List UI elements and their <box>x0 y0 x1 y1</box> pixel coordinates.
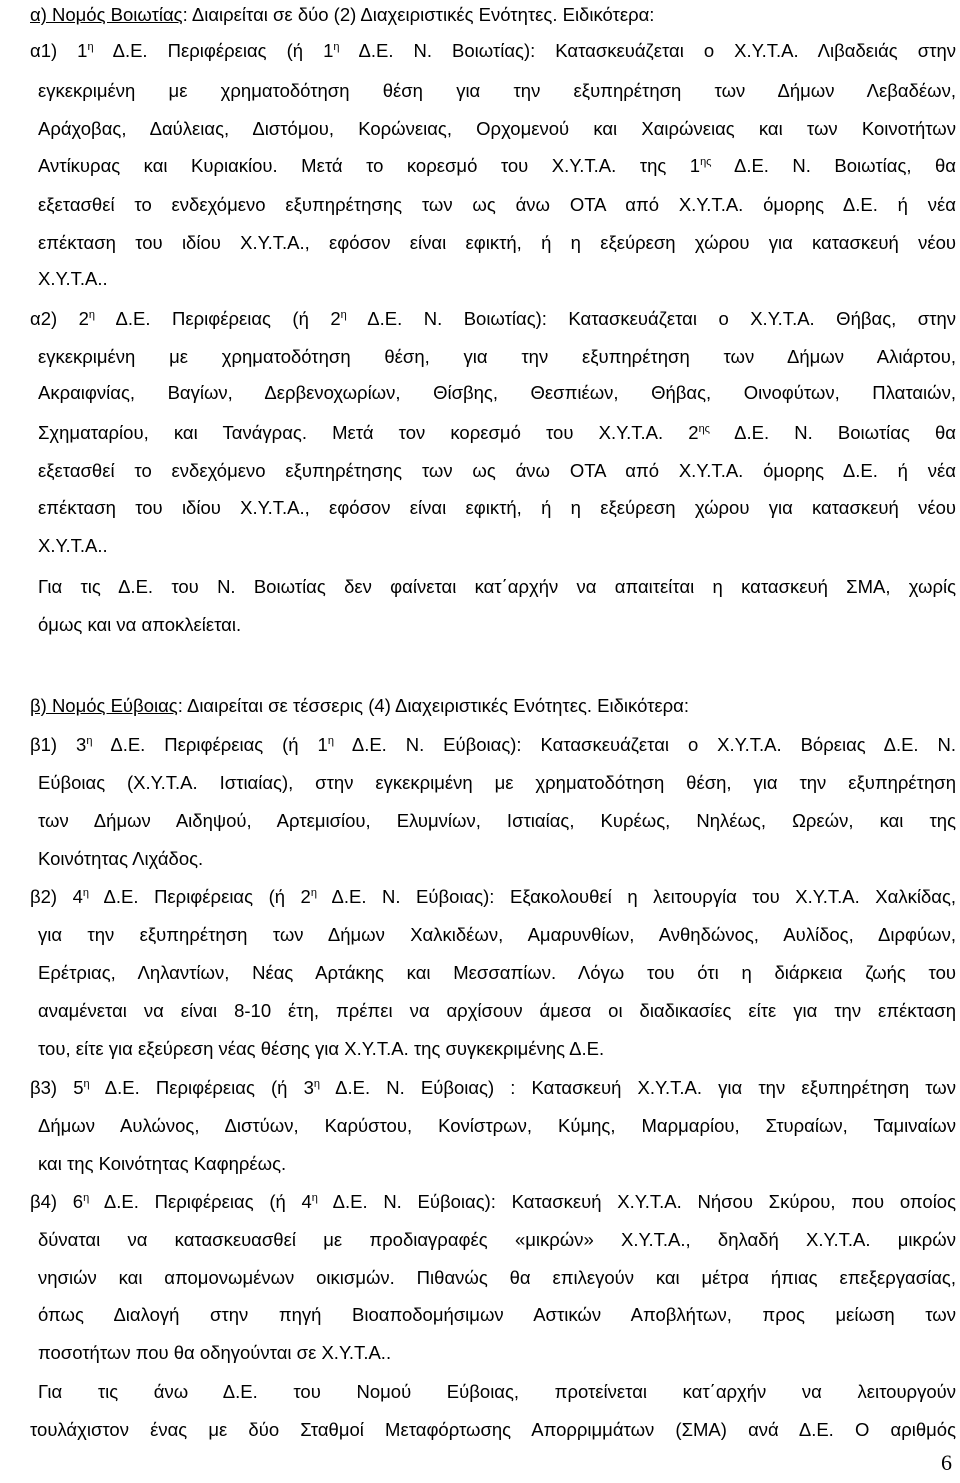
paragraph-b1-line-3 <box>38 848 203 870</box>
text-run: δύναται να κατασκευασθεί με προδιαγραφές «μικρών» Χ.Υ.Τ.Α., δηλαδή Χ.Υ.Τ.Α. μικρών <box>38 1229 956 1250</box>
paragraph-b1-line-0 <box>30 734 956 756</box>
section-b-title: β) Νομός Εύβοιας <box>30 695 178 716</box>
paragraph-a2-line-4 <box>38 460 956 482</box>
section-a-title: α) Νομός Βοιωτίας <box>30 4 183 25</box>
text-run: Δ.Ε. Ν. Εύβοιας) : Κατασκευή Χ.Υ.Τ.Α. για την εξυπηρέτηση των <box>320 1077 956 1098</box>
paragraph-b2-line-2 <box>38 962 956 984</box>
text-run: Δ.Ε. Ν. Βοιωτίας): Κατασκευάζεται ο Χ.Υ.Τ.Α. Λιβαδειάς στην <box>339 40 956 61</box>
text-run: α1) 1 <box>30 40 88 61</box>
ordinal-superscript: η <box>333 41 340 53</box>
paragraph-a2-line-6 <box>38 535 108 557</box>
text-run: όπως Διαλογή στην πηγή Βιοαποδομήσιμων Αστικών Αποβλήτων, προς μείωση των <box>38 1304 956 1325</box>
text-run: και της Κοινότητας Καφηρέως. <box>38 1153 287 1174</box>
paragraph-a2-line-2 <box>38 382 956 404</box>
note-a-line-1: όμως και να αποκλείεται. <box>38 614 242 635</box>
text-run: Εύβοιας (Χ.Υ.Τ.Α. Ιστιαίας), στην εγκεκριμένη με χρηματοδότηση θέση, για την εξυπηρέτηση <box>38 772 956 793</box>
text-run: Δ.Ε. Ν. Εύβοιας): Κατασκευάζεται ο Χ.Υ.Τ.Α. Βόρειας Δ.Ε. Ν. <box>333 734 956 755</box>
paragraph-a2-line-5 <box>38 497 956 519</box>
text-run: του, είτε για εξεύρεση νέας θέσης για Χ.Υ.Τ.Α. της συγκεκριμένης Δ.Ε. <box>38 1038 605 1059</box>
paragraph-b3-line-2 <box>38 1153 286 1175</box>
paragraph-a1-line-6 <box>38 268 108 290</box>
text-run: Ερέτριας, Ληλαντίων, Νέας Αρτάκης και Μεσσαπίων. Λόγω του ότι η διάρκεια ζωής του <box>38 962 956 983</box>
paragraph-b2-line-3 <box>38 1000 956 1022</box>
text-run: εξετασθεί το ενδεχόμενο εξυπηρέτησης των ως άνω ΟΤΑ από Χ.Υ.Τ.Α. όμορης Δ.Ε. ή νέα <box>38 194 956 215</box>
paragraph-a1-line-5 <box>38 232 956 254</box>
text-run: Ακραιφνίας, Βαγίων, Δερβενοχωρίων, Θίσβης, Θεσπιέων, Θήβας, Οινοφύτων, Πλαταιών, <box>38 382 956 403</box>
note-b-line-0: Για τις άνω Δ.Ε. του Νομού Εύβοιας, προτείνεται κατ΄αρχήν να λειτουργούν <box>38 1381 956 1402</box>
paragraph-a1-line-2 <box>38 118 956 140</box>
text-run: Δ.Ε. Ν. Εύβοιας): Εξακολουθεί η λειτουργία του Χ.Υ.Τ.Α. Χαλκίδας, <box>316 886 956 907</box>
text-run: Δ.Ε. Περιφέρειας (ή 3 <box>89 1077 314 1098</box>
section-a-intro: : Διαιρείται σε δύο (2) Διαχειριστικές Ενότητες. Ειδικότερα: <box>182 4 655 25</box>
paragraph-a1-line-1 <box>38 80 956 102</box>
paragraph-b4-line-1 <box>38 1229 956 1251</box>
text-run: β2) 4 <box>30 886 83 907</box>
ordinal-superscript: ης <box>698 423 710 435</box>
text-run: των Δήμων Αιδηψού, Αρτεμισίου, Ελυμνίων, Ιστιαίας, Κυρέως, Νηλέως, Ωρεών, και της <box>38 810 956 831</box>
ordinal-superscript: η <box>83 1192 90 1204</box>
section-b-intro: : Διαιρείται σε τέσσερις (4) Διαχειριστικές Ενότητες. Ειδικότερα: <box>177 695 690 716</box>
text-run: Αντίκυρας και Κυριακίου. Μετά το κορεσμό του Χ.Υ.Τ.Α. της 1 <box>38 155 701 176</box>
paragraph-b4-line-3 <box>38 1304 956 1326</box>
text-run: εγκεκριμένη με χρηματοδότηση θέση για την εξυπηρέτηση των Δήμων Λεβαδέων, <box>38 80 956 101</box>
text-run: Δ.Ε. Ν. Εύβοιας): Κατασκευή Χ.Υ.Τ.Α. Νήσου Σκύρου, που οποίος <box>317 1191 957 1212</box>
ordinal-superscript: η <box>82 887 90 899</box>
ordinal-superscript: η <box>86 735 93 747</box>
paragraph-b3-line-1 <box>38 1115 956 1137</box>
text-run: Δ.Ε. Ν. Βοιωτίας, θα <box>711 155 956 176</box>
text-run: Δ.Ε. Περιφέρειας (ή 2 <box>95 308 341 329</box>
page-number: 6 <box>941 1450 952 1475</box>
paragraph-a2-line-0 <box>30 308 956 330</box>
text-run: εξετασθεί το ενδεχόμενο εξυπηρέτησης των ως άνω ΟΤΑ από Χ.Υ.Τ.Α. όμορης Δ.Ε. ή νέα <box>38 460 956 481</box>
paragraph-b2-line-4 <box>38 1038 604 1060</box>
paragraph-b2-line-0 <box>30 886 956 908</box>
paragraph-b3-line-0 <box>30 1077 956 1099</box>
text-run: Χ.Υ.Τ.Α.. <box>38 268 108 289</box>
paragraph-a1-line-3 <box>38 155 956 177</box>
text-run: αναμένεται να είναι 8-10 έτη, πρέπει να αρχίσουν άμεσα οι διαδικασίες είτε για την επέκταση <box>38 1000 956 1021</box>
text-run: Δ.Ε. Περιφέρειας (ή 1 <box>93 40 334 61</box>
ordinal-superscript: η <box>311 1192 318 1204</box>
text-run: επέκταση του ιδίου Χ.Υ.Τ.Α., εφόσον είναι εφικτή, ή η εξεύρεση χώρου για κατασκευή νέου <box>38 497 956 518</box>
paragraph-b1-line-1 <box>38 772 956 794</box>
text-run: α2) 2 <box>30 308 89 329</box>
note-a-line-0: Για τις Δ.Ε. του Ν. Βοιωτίας δεν φαίνεται κατ΄αρχήν να απαιτείται η κατασκευή ΣΜΑ, χωρίς <box>38 576 956 597</box>
ordinal-superscript: η <box>313 1078 320 1090</box>
text-run: ποσοτήτων που θα οδηγούνται σε Χ.Υ.Τ.Α.. <box>38 1342 392 1363</box>
text-run: Δ.Ε. Περιφέρειας (ή 2 <box>89 886 311 907</box>
text-run: εγκεκριμένη με χρηματοδότηση θέση, για την εξυπηρέτηση των Δήμων Αλιάρτου, <box>38 346 956 367</box>
text-run: Σχηματαρίου, και Τανάγρας. Μετά τον κορεσμό του Χ.Υ.Τ.Α. 2 <box>38 422 699 443</box>
text-run: Δ.Ε. Περιφέρειας (ή 4 <box>89 1191 312 1212</box>
paragraph-b4-line-2 <box>38 1267 956 1289</box>
ordinal-superscript: ης <box>700 156 712 168</box>
text-run: Χ.Υ.Τ.Α.. <box>38 535 108 556</box>
text-run: β3) 5 <box>30 1077 84 1098</box>
paragraph-b4-line-4 <box>38 1342 391 1364</box>
paragraph-b4-line-0 <box>30 1191 956 1213</box>
section-a-heading <box>30 4 654 26</box>
text-run: β4) 6 <box>30 1191 84 1212</box>
paragraph-a1-line-4 <box>38 194 956 216</box>
text-run: νησιών και απομονωμένων οικισμών. Πιθανώς θα επιλεγούν και μέτρα ήπιας επεξεργασίας, <box>38 1267 956 1288</box>
text-run: Δ.Ε. Ν. Βοιωτίας): Κατασκευάζεται ο Χ.Υ.Τ.Α. Θήβας, στην <box>346 308 956 329</box>
ordinal-superscript: η <box>327 735 334 747</box>
section-b-heading <box>30 695 689 717</box>
paragraph-a2-line-3 <box>38 422 956 444</box>
text-run: Δ.Ε. Ν. Βοιωτίας θα <box>709 422 957 443</box>
ordinal-superscript: η <box>340 309 347 321</box>
text-run: Δήμων Αυλώνος, Διστύων, Καρύστου, Κονίστρων, Κύμης, Μαρμαρίου, Στυραίων, Ταμιναίων <box>38 1115 956 1136</box>
paragraph-b1-line-2 <box>38 810 956 832</box>
paragraph-a1-line-0 <box>30 40 956 62</box>
text-run: β1) 3 <box>30 734 87 755</box>
ordinal-superscript: η <box>310 887 317 899</box>
text-run: για την εξυπηρέτηση των Δήμων Χαλκιδέων, Αμαρυνθίων, Ανθηδώνος, Αυλίδος, Διρφύων, <box>38 924 956 945</box>
ordinal-superscript: η <box>88 309 96 321</box>
paragraph-a2-line-1 <box>38 346 956 368</box>
paragraph-b2-line-1 <box>38 924 956 946</box>
ordinal-superscript: η <box>87 41 94 53</box>
text-run: Δ.Ε. Περιφέρειας (ή 1 <box>92 734 328 755</box>
ordinal-superscript: η <box>83 1078 90 1090</box>
text-run: επέκταση του ιδίου Χ.Υ.Τ.Α., εφόσον είναι εφικτή, ή η εξεύρεση χώρου για κατασκευή νέου <box>38 232 956 253</box>
text-run: Κοινότητας Λιχάδος. <box>38 848 204 869</box>
text-run: Αράχοβας, Δαύλειας, Διστόμου, Κορώνειας, Ορχομενού και Χαιρώνειας και των Κοινοτήτων <box>38 118 956 139</box>
note-b-line-1: τουλάχιστον ένας με δύο Σταθμοί Μεταφόρτωσης Απορριμμάτων (ΣΜΑ) ανά Δ.Ε. Ο αριθμός <box>30 1419 956 1440</box>
